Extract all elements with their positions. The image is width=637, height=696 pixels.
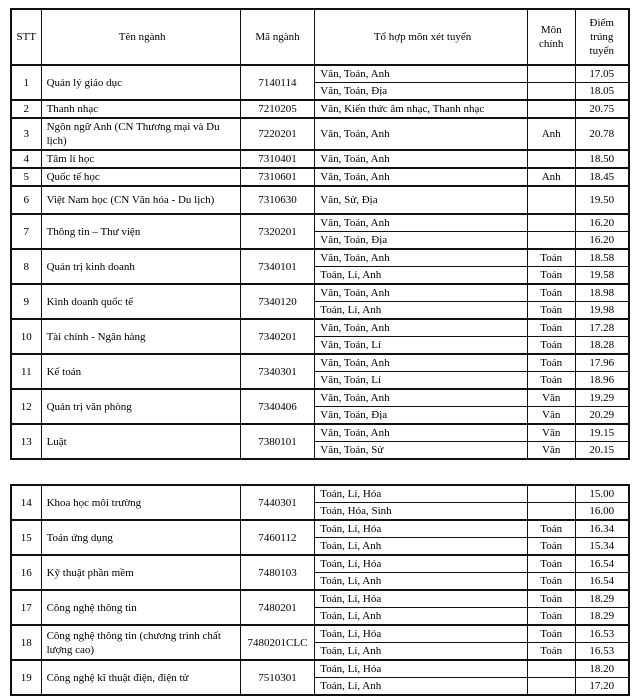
score-cell: 16.20 [575,232,629,250]
table-row [11,150,629,168]
main-subject-cell [527,232,575,250]
stt-cell: 16 [11,555,41,590]
major-code-cell: 7310401 [240,150,315,168]
table-row [11,590,629,608]
major-name-cell: Khoa học môi trường [41,485,240,520]
main-subject-cell: Văn [527,389,575,407]
main-subject-cell [527,150,575,168]
main-subject-cell: Toán [527,555,575,573]
score-cell: 19.29 [575,389,629,407]
combo-subjects-cell: Toán, Lí, Hóa [315,625,528,643]
stt-cell: 11 [11,354,41,389]
header-major-name: Tên ngành [41,9,240,65]
table-2-body [11,485,629,695]
major-code-cell: 7440301 [240,485,315,520]
table-1-body [11,65,629,459]
header-admission-score: Điểm trúng tuyển [575,9,629,65]
stt-cell: 9 [11,284,41,319]
table-header [11,9,629,65]
major-name-cell: Kế toán [41,354,240,389]
major-code-cell: 7310601 [240,168,315,186]
stt-cell: 7 [11,214,41,249]
major-code-cell: 7510301 [240,660,315,695]
score-cell: 16.34 [575,520,629,538]
main-subject-cell: Văn [527,407,575,425]
combo-subjects-cell: Toán, Lí, Hóa [315,590,528,608]
major-name-cell: Tài chính - Ngân hàng [41,319,240,354]
combo-subjects-cell: Văn, Toán, Anh [315,354,528,372]
stt-cell: 19 [11,660,41,695]
table-row [11,118,629,150]
score-cell: 18.05 [575,83,629,101]
combo-subjects-cell: Văn, Toán, Anh [315,118,528,150]
table-gap [10,460,630,484]
score-cell: 18.96 [575,372,629,390]
major-code-cell: 7340201 [240,319,315,354]
score-cell: 19.50 [575,186,629,214]
combo-subjects-cell: Toán, Lí, Anh [315,643,528,661]
major-name-cell: Công nghệ kĩ thuật điện, điện tử [41,660,240,695]
combo-subjects-cell: Văn, Toán, Anh [315,65,528,83]
combo-subjects-cell: Văn, Toán, Anh [315,150,528,168]
table-row [11,284,629,302]
score-cell: 17.96 [575,354,629,372]
table-row [11,485,629,503]
main-subject-cell [527,186,575,214]
major-name-cell: Quản lý giáo dục [41,65,240,100]
score-cell: 18.20 [575,660,629,678]
main-subject-cell: Toán [527,372,575,390]
combo-subjects-cell: Văn, Toán, Anh [315,168,528,186]
combo-subjects-cell: Toán, Lí, Hóa [315,660,528,678]
major-name-cell: Thông tin – Thư viện [41,214,240,249]
score-cell: 20.15 [575,442,629,460]
main-subject-cell: Toán [527,284,575,302]
main-subject-cell: Toán [527,337,575,355]
major-name-cell: Quản trị văn phòng [41,389,240,424]
combo-subjects-cell: Toán, Lí, Anh [315,267,528,285]
table-row [11,660,629,678]
header-main-subject: Môn chính [527,9,575,65]
combo-subjects-cell: Toán, Lí, Anh [315,678,528,696]
major-name-cell: Tâm lí học [41,150,240,168]
main-subject-cell: Toán [527,249,575,267]
combo-subjects-cell: Văn, Toán, Sử [315,442,528,460]
score-cell: 19.98 [575,302,629,320]
main-subject-cell [527,660,575,678]
table-row [11,214,629,232]
major-name-cell: Toán ứng dụng [41,520,240,555]
major-code-cell: 7460112 [240,520,315,555]
header-subject-combo: Tổ hợp môn xét tuyển [315,9,528,65]
combo-subjects-cell: Văn, Toán, Lí [315,372,528,390]
score-cell: 16.53 [575,643,629,661]
major-name-cell: Kinh doanh quốc tế [41,284,240,319]
main-subject-cell: Toán [527,538,575,556]
major-code-cell: 7480201 [240,590,315,625]
major-name-cell: Việt Nam học (CN Văn hóa - Du lịch) [41,186,240,214]
table-row [11,168,629,186]
table-row [11,354,629,372]
main-subject-cell: Toán [527,520,575,538]
main-subject-cell: Toán [527,319,575,337]
combo-subjects-cell: Văn, Sử, Địa [315,186,528,214]
score-cell: 16.20 [575,214,629,232]
score-cell: 17.05 [575,65,629,83]
combo-subjects-cell: Toán, Lí, Anh [315,302,528,320]
score-cell: 20.78 [575,118,629,150]
score-cell: 20.29 [575,407,629,425]
combo-subjects-cell: Toán, Lí, Hóa [315,555,528,573]
stt-cell: 1 [11,65,41,100]
table-row [11,389,629,407]
score-cell: 18.58 [575,249,629,267]
combo-subjects-cell: Văn, Toán, Địa [315,232,528,250]
major-code-cell: 7140114 [240,65,315,100]
stt-cell: 2 [11,100,41,118]
stt-cell: 17 [11,590,41,625]
score-cell: 16.00 [575,503,629,521]
combo-subjects-cell: Văn, Toán, Anh [315,389,528,407]
score-cell: 18.28 [575,337,629,355]
major-name-cell: Quốc tế học [41,168,240,186]
major-code-cell: 7320201 [240,214,315,249]
table-row [11,520,629,538]
major-code-cell: 7340120 [240,284,315,319]
score-cell: 19.15 [575,424,629,442]
stt-cell: 14 [11,485,41,520]
combo-subjects-cell: Văn, Toán, Anh [315,249,528,267]
stt-cell: 15 [11,520,41,555]
combo-subjects-cell: Toán, Hóa, Sinh [315,503,528,521]
score-cell: 19.58 [575,267,629,285]
combo-subjects-cell: Văn, Toán, Anh [315,284,528,302]
score-cell: 16.54 [575,555,629,573]
table-row [11,249,629,267]
combo-subjects-cell: Văn, Toán, Lí [315,337,528,355]
score-cell: 15.00 [575,485,629,503]
header-row [11,9,629,65]
main-subject-cell [527,214,575,232]
combo-subjects-cell: Văn, Toán, Địa [315,83,528,101]
main-subject-cell [527,83,575,101]
major-name-cell: Kỹ thuật phần mềm [41,555,240,590]
main-subject-cell: Toán [527,267,575,285]
score-cell: 18.98 [575,284,629,302]
main-subject-cell: Toán [527,354,575,372]
table-row [11,625,629,643]
header-stt: STT [11,9,41,65]
score-cell: 15.34 [575,538,629,556]
major-name-cell: Quản trị kinh doanh [41,249,240,284]
main-subject-cell [527,485,575,503]
main-subject-cell: Toán [527,573,575,591]
main-subject-cell: Toán [527,302,575,320]
major-code-cell: 7480103 [240,555,315,590]
stt-cell: 3 [11,118,41,150]
main-subject-cell [527,100,575,118]
main-subject-cell [527,678,575,696]
major-name-cell: Thanh nhạc [41,100,240,118]
stt-cell: 13 [11,424,41,459]
main-subject-cell: Toán [527,590,575,608]
stt-cell: 18 [11,625,41,660]
main-subject-cell [527,503,575,521]
table-row [11,65,629,83]
score-cell: 17.20 [575,678,629,696]
stt-cell: 5 [11,168,41,186]
main-subject-cell: Anh [527,168,575,186]
header-major-code: Mã ngành [240,9,315,65]
major-code-cell: 7220201 [240,118,315,150]
major-code-cell: 7340101 [240,249,315,284]
combo-subjects-cell: Văn, Toán, Địa [315,407,528,425]
major-name-cell: Công nghệ thông tin (chương trình chất lượng cao) [41,625,240,660]
table-row [11,424,629,442]
table-row [11,319,629,337]
admission-scores-table-1 [10,8,630,460]
major-name-cell: Công nghệ thông tin [41,590,240,625]
score-cell: 20.75 [575,100,629,118]
combo-subjects-cell: Toán, Lí, Hóa [315,520,528,538]
score-cell: 16.54 [575,573,629,591]
score-cell: 17.28 [575,319,629,337]
stt-cell: 8 [11,249,41,284]
major-code-cell: 7340301 [240,354,315,389]
score-cell: 18.29 [575,608,629,626]
major-name-cell: Ngôn ngữ Anh (CN Thương mại và Du lịch) [41,118,240,150]
combo-subjects-cell: Văn, Kiến thức âm nhạc, Thanh nhạc [315,100,528,118]
score-cell: 16.53 [575,625,629,643]
stt-cell: 6 [11,186,41,214]
major-code-cell: 7480201CLC [240,625,315,660]
major-name-cell: Luật [41,424,240,459]
main-subject-cell: Văn [527,442,575,460]
major-code-cell: 7340406 [240,389,315,424]
combo-subjects-cell: Toán, Lí, Anh [315,573,528,591]
main-subject-cell: Anh [527,118,575,150]
score-cell: 18.45 [575,168,629,186]
table-row [11,555,629,573]
main-subject-cell: Toán [527,608,575,626]
score-cell: 18.29 [575,590,629,608]
admission-scores-table-2 [10,484,630,696]
combo-subjects-cell: Văn, Toán, Anh [315,319,528,337]
main-subject-cell: Văn [527,424,575,442]
table-row [11,100,629,118]
combo-subjects-cell: Văn, Toán, Anh [315,424,528,442]
stt-cell: 10 [11,319,41,354]
combo-subjects-cell: Toán, Lí, Anh [315,538,528,556]
stt-cell: 12 [11,389,41,424]
score-cell: 18.50 [575,150,629,168]
major-code-cell: 7210205 [240,100,315,118]
combo-subjects-cell: Toán, Lí, Anh [315,608,528,626]
main-subject-cell: Toán [527,625,575,643]
stt-cell: 4 [11,150,41,168]
combo-subjects-cell: Toán, Lí, Hóa [315,485,528,503]
table-row [11,186,629,214]
combo-subjects-cell: Văn, Toán, Anh [315,214,528,232]
main-subject-cell: Toán [527,643,575,661]
major-code-cell: 7380101 [240,424,315,459]
main-subject-cell [527,65,575,83]
major-code-cell: 7310630 [240,186,315,214]
